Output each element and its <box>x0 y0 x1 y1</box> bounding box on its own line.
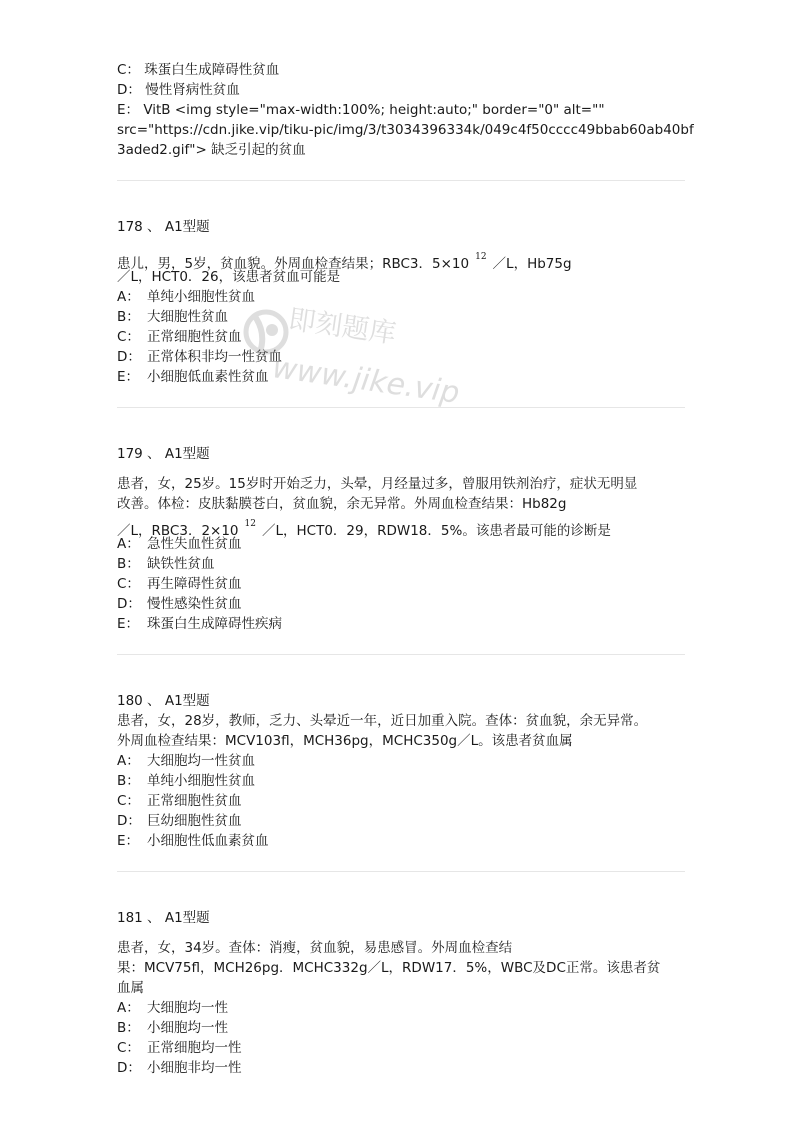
watermark-text-cn: 即刻题库 <box>286 304 398 350</box>
question-header: 180 、 A1型题 <box>117 693 210 709</box>
option-b: B： 单纯小细胞性贫血 <box>117 773 255 789</box>
question-header: 179 、 A1型题 <box>117 446 210 462</box>
option-d: D： 慢性肾病性贫血 <box>117 82 240 98</box>
question-177-tail <box>117 60 694 160</box>
question-stem-line-3: ／L，RBC3．2×10 $^{12}$ ／L，HCT0．29，RDW18．5%。该患者最可能的诊断是 <box>117 519 611 539</box>
divider <box>117 180 685 181</box>
option-e-line-3: 3aded2.gif"> 缺乏引起的贫血 <box>117 142 306 158</box>
option-c: C： 正常细胞均一性 <box>117 1040 242 1056</box>
option-d: D： 小细胞非均一性 <box>117 1060 242 1076</box>
question-stem-line-2: 果：MCV75fl，MCH26pg．MCHC332g／L，RDW17．5%，WBC及DC正常。该患者贫 <box>117 960 661 976</box>
question-stem-line-3: 血属 <box>117 980 144 996</box>
option-a: A： 大细胞均一性贫血 <box>117 753 255 769</box>
option-b: B： 大细胞性贫血 <box>117 309 228 325</box>
option-e-line-2: src="https://cdn.jike.vip/tiku-pic/img/3/t3034396334k/049c4f50cccc49bbab60ab40bf <box>117 122 694 138</box>
option-c: C： 珠蛋白生成障碍性贫血 <box>117 62 280 78</box>
option-e-line-1: E： VitB <img style="max-width:100%; height:auto;" border="0" alt="" <box>117 102 605 118</box>
divider <box>117 654 685 655</box>
option-d: D： 正常体积非均一性贫血 <box>117 349 282 365</box>
superscript: 12 <box>475 252 487 262</box>
superscript: 12 <box>244 519 256 529</box>
option-c: C： 再生障碍性贫血 <box>117 576 242 592</box>
question-stem-line-1: 患儿，男，5岁，贫血貌。外周血检查结果；RBC3．5×10 $^{12}$ ／L，Hb75g <box>117 252 572 272</box>
option-d: D： 巨幼细胞性贫血 <box>117 813 242 829</box>
question-header: 181 、 A1型题 <box>117 910 210 926</box>
question-stem-line-1: 患者，女，34岁。查体：消瘦，贫血貌，易患感冒。外周血检查结 <box>117 940 513 956</box>
question-stem-line-1: 患者，女，28岁，教师，乏力、头晕近一年，近日加重入院。查体：贫血貌，余无异常。 <box>117 713 648 729</box>
option-d: D： 慢性感染性贫血 <box>117 596 242 612</box>
question-181 <box>117 908 685 1078</box>
divider <box>117 407 685 408</box>
divider <box>117 871 685 872</box>
option-a: A： 急性失血性贫血 <box>117 536 242 552</box>
option-b: B： 小细胞均一性 <box>117 1020 228 1036</box>
question-stem-line-2: 改善。体检：皮肤黏膜苍白，贫血貌，余无异常。外周血检查结果：Hb82g <box>117 496 567 512</box>
question-stem-line-2: ／L，HCT0．26，该患者贫血可能是 <box>117 269 341 285</box>
option-a: A： 大细胞均一性 <box>117 1000 228 1016</box>
exam-page <box>117 60 694 1078</box>
question-178 <box>117 217 685 387</box>
question-stem-line-2: 外周血检查结果：MCV103fl，MCH36pg，MCHC350g／L。该患者贫血属 <box>117 733 573 749</box>
question-header: 178 、 A1型题 <box>117 219 210 235</box>
option-e: E： 小细胞性低血素贫血 <box>117 833 269 849</box>
option-b: B： 缺铁性贫血 <box>117 556 215 572</box>
question-179 <box>117 444 685 634</box>
option-c: C： 正常细胞性贫血 <box>117 329 242 345</box>
option-e: E： 珠蛋白生成障碍性疾病 <box>117 616 282 632</box>
question-180 <box>117 691 685 851</box>
watermark-text-url: www.jike.vip <box>270 350 462 411</box>
question-stem-line-1: 患者，女，25岁。15岁时开始乏力，头晕，月经量过多，曾服用铁剂治疗，症状无明显 <box>117 476 638 492</box>
option-a: A： 单纯小细胞性贫血 <box>117 289 255 305</box>
option-e: E： 小细胞低血素性贫血 <box>117 369 269 385</box>
option-c: C： 正常细胞性贫血 <box>117 793 242 809</box>
